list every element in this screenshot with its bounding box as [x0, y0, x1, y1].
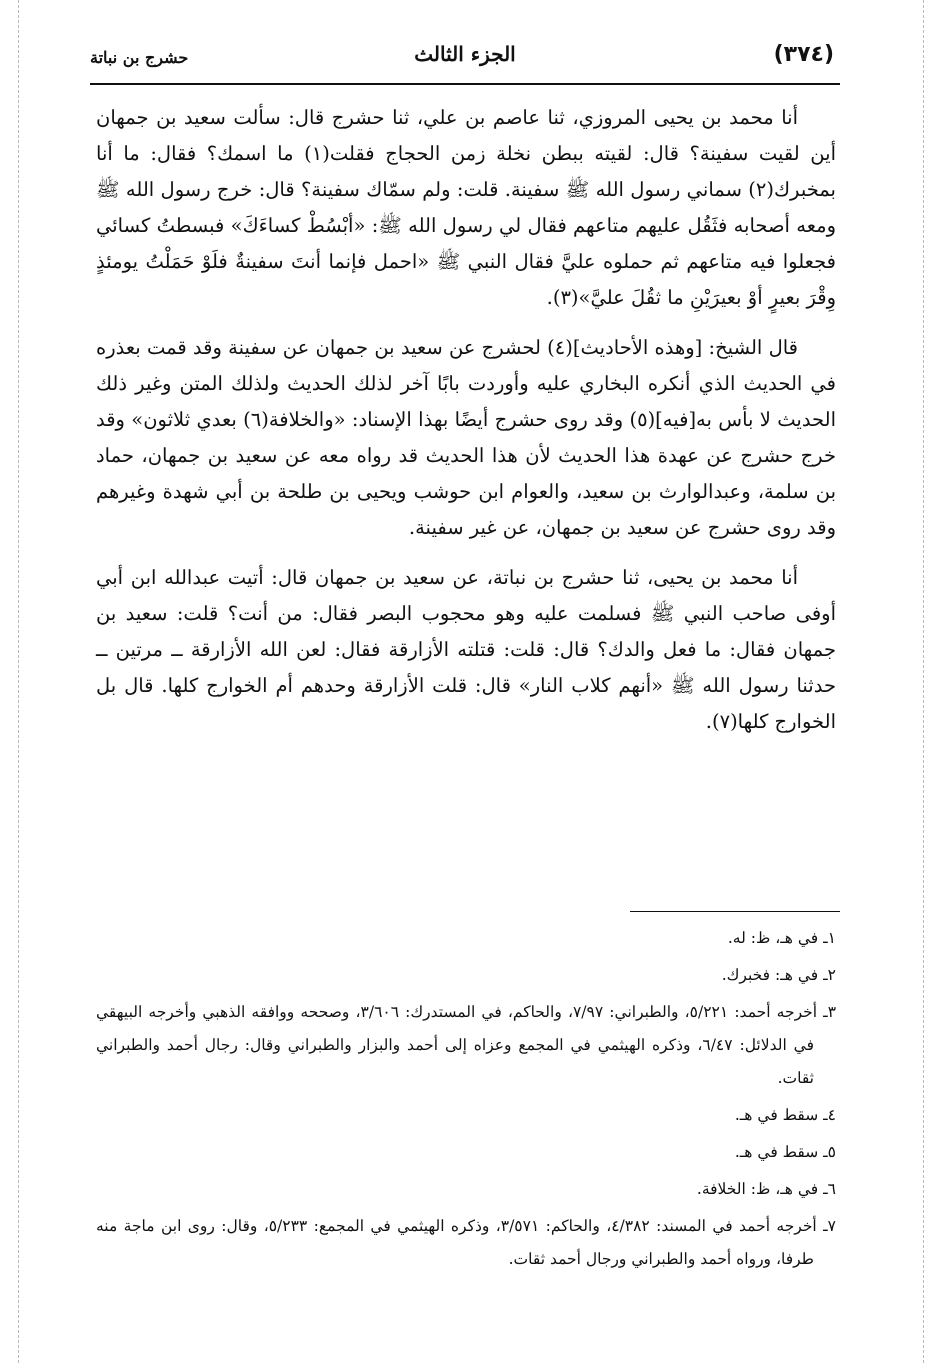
footnote-separator — [630, 911, 840, 912]
footnote: ١ـ في هـ، ظ: له. — [727, 929, 836, 947]
footnotes — [96, 922, 836, 1280]
part-title: الجزء الثالث — [414, 42, 516, 66]
page-header — [90, 38, 840, 78]
footnote: ٧ـ أخرجه أحمد في المسند: ٤/٣٨٢، والحاكم: ٣/٥٧١، وذكره الهيثمي في المجمع: ٥/٢٣٣، وقال: روى ابن ماجة منه طرفا، ورواه أحمد والطبراني ورجال أحمد ثقات. — [96, 1217, 836, 1268]
paragraph: قال الشيخ: [وهذه الأحاديث](٤) لحشرج عن سعيد بن جمهان عن سفينة وقد قمت بعذره في الحديث الذي أنكره البخاري عليه وأوردت بابًا آخر لذلك الحديث ولذلك المتن وغير ذلك الحديث لا بأس به[فيه](٥) وقد روى حشرج أيضًا بهذا الإسناد: «والخلافة(٦) بعدي ثلاثون» وقد خرج حشرج عن عهدة هذا الحديث لأن هذا الحديث قد رواه معه عن سعيد بن جمهان، حماد بن سلمة، وعبدالوارث بن سعيد، والعوام ابن حوشب ويحيى بن طلحة بن أبي شهدة وغيرهم وقد روى حشرج عن سعيد بن جمهان، عن غير سفينة. — [96, 336, 837, 539]
footnote: ٣ـ أخرجه أحمد: ٥/٢٢١، والطبراني: ٧/٩٧، والحاكم، في المستدرك: ٣/٦٠٦، وصححه ووافقه الذهبي وأخرجه البيهقي في الدلائل: ٦/٤٧، وذكره الهيثمي في المجمع وعزاه إلى أحمد والبزار والطبراني وقال: رجال أحمد والطبراني ثقات. — [96, 1003, 837, 1087]
footnote: ٥ـ سقط في هـ. — [734, 1143, 836, 1161]
page-number: (٣٧٤) — [773, 42, 834, 67]
left-scan-margin — [18, 0, 19, 1363]
header-rule — [90, 83, 840, 85]
main-text — [96, 100, 836, 754]
footnote: ٦ـ في هـ، ظ: الخلافة. — [696, 1180, 836, 1198]
paragraph: أنا محمد بن يحيى، ثنا حشرج بن نباتة، عن سعيد بن جمهان قال: أتيت عبدالله ابن أبي أوفى صاحب النبي ﷺ فسلمت عليه وهو محجوب البصر فقال: من أنت؟ قلت: سعيد بن جمهان فقال: ما فعل والدك؟ قال: قلت: قتلته الأزارقة فقال: لعن الله الأزارقة ــ مرتين ــ حدثنا رسول الله ﷺ «أنهم كلاب النار» قال: قلت الأزارقة وحدهم أم الخوارج كلها. قال بل الخوارج كلها(٧). — [96, 566, 836, 733]
footnote: ٤ـ سقط في هـ. — [734, 1106, 836, 1124]
paragraph: أنا محمد بن يحيى المروزي، ثنا عاصم بن علي، ثنا حشرج قال: سألت سعيد بن جمهان أين لقيت سفينة؟ قال: لقيته ببطن نخلة زمن الحجاج فقلت(١) ما اسمك؟ فقال: ما أنا بمخبرك(٢) سماني رسول الله ﷺ سفينة. قلت: ولم سمّاك سفينة؟ قال: خرج رسول الله ﷺ ومعه أصحابه فثَقُل عليهم متاعهم فقال لي رسول الله ﷺ: «أبْسُطْ كساءَكَ» فبسطتُ كسائي فجعلوا فيه متاعهم ثم حملوه عليَّ فقال النبي ﷺ «احمل فإنما أنتَ سفينةٌ فلَوْ حَمَلْتُ يومئذٍ وِقْرَ بعيرٍ أوْ بعيرَيْنِ ما ثقُلَ عليَّ»(٣). — [96, 106, 836, 309]
right-scan-margin — [923, 0, 924, 1363]
footnote: ٢ـ في هـ: فخبرك. — [721, 966, 836, 984]
book-running-title: حشرج بن نباتة — [90, 48, 189, 67]
